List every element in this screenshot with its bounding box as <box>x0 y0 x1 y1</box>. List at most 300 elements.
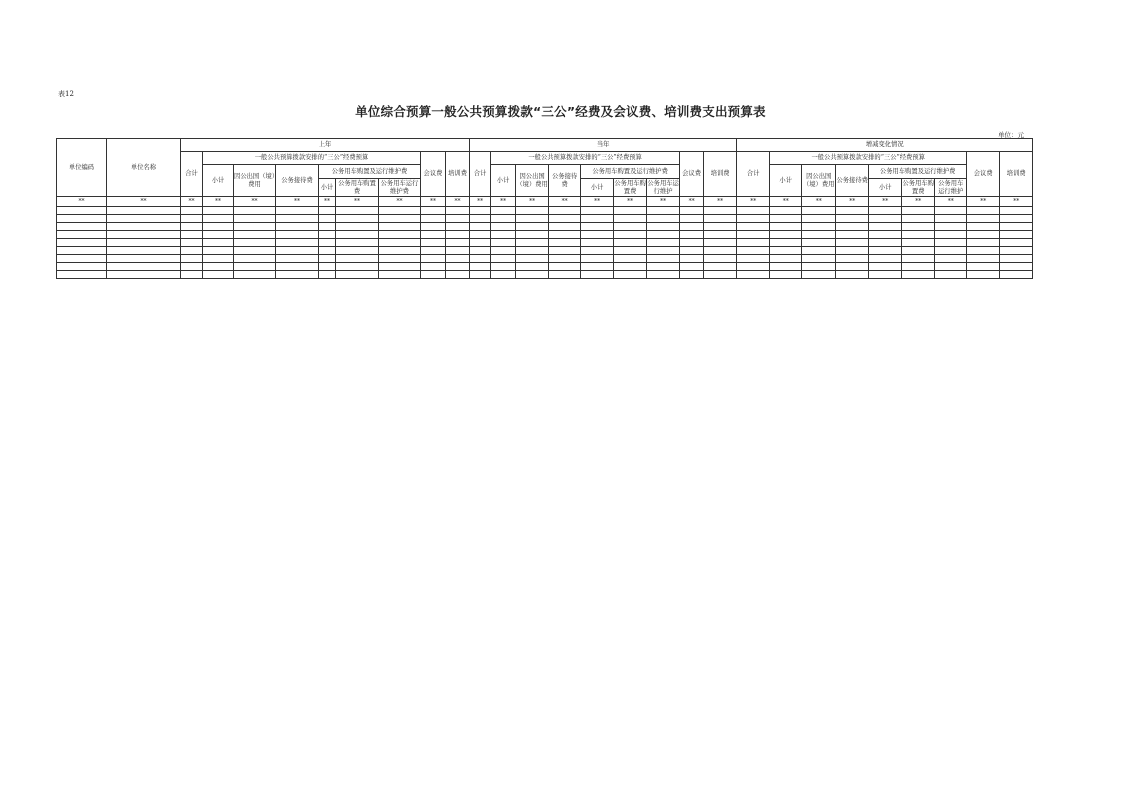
table-cell <box>614 239 647 247</box>
table-cell <box>516 271 549 279</box>
table-cell <box>902 231 935 239</box>
table-cell <box>935 263 967 271</box>
table-cell <box>1000 215 1033 223</box>
table-cell <box>802 271 836 279</box>
table-cell <box>902 239 935 247</box>
table-cell <box>276 207 319 215</box>
table-cell <box>379 271 421 279</box>
placeholder-cell: ** <box>491 197 516 207</box>
table-cell <box>379 239 421 247</box>
table-cell <box>647 263 680 271</box>
table-cell <box>57 223 107 231</box>
table-cell <box>421 255 446 263</box>
placeholder-cell: ** <box>614 197 647 207</box>
table-cell <box>234 207 276 215</box>
table-cell <box>647 215 680 223</box>
table-cell <box>680 255 704 263</box>
table-cell <box>491 231 516 239</box>
table-cell <box>516 255 549 263</box>
table-row <box>57 239 1033 247</box>
header-current-year: 当年 <box>470 139 737 152</box>
table-cell <box>935 215 967 223</box>
table-cell <box>470 207 491 215</box>
table-cell <box>836 247 869 255</box>
header-vehicle-maintenance: 公务用车运行维护费 <box>379 179 421 197</box>
table-cell <box>967 247 1000 255</box>
table-cell <box>869 247 902 255</box>
table-cell <box>516 263 549 271</box>
table-cell <box>107 271 181 279</box>
table-cell <box>491 255 516 263</box>
table-cell <box>802 223 836 231</box>
table-cell <box>181 215 203 223</box>
header-sangong: 一般公共预算拨款安排的“三公”经费预算 <box>203 152 421 165</box>
table-cell <box>549 231 581 239</box>
table-cell <box>336 223 379 231</box>
table-cell <box>770 207 802 215</box>
table-cell <box>770 239 802 247</box>
table-cell <box>203 247 234 255</box>
placeholder-cell: ** <box>1000 197 1033 207</box>
table-cell <box>276 255 319 263</box>
placeholder-cell: ** <box>107 197 181 207</box>
table-cell <box>446 231 470 239</box>
table-cell <box>181 223 203 231</box>
table-cell <box>704 239 737 247</box>
table-cell <box>57 207 107 215</box>
table-cell <box>647 247 680 255</box>
table-cell <box>379 231 421 239</box>
table-cell <box>336 239 379 247</box>
table-row <box>57 207 1033 215</box>
header-vehicle: 公务用车购置及运行维护费 <box>581 165 680 179</box>
table-cell <box>680 223 704 231</box>
table-cell <box>1000 207 1033 215</box>
header-subtotal: 小计 <box>491 165 516 197</box>
table-cell <box>57 255 107 263</box>
table-cell <box>581 223 614 231</box>
table-cell <box>1000 239 1033 247</box>
header-meeting: 会议费 <box>967 152 1000 197</box>
table-cell <box>1000 247 1033 255</box>
table-cell <box>421 239 446 247</box>
placeholder-cell: ** <box>470 197 491 207</box>
table-cell <box>181 239 203 247</box>
table-cell <box>470 255 491 263</box>
placeholder-cell: ** <box>869 197 902 207</box>
table-cell <box>836 215 869 223</box>
table-cell <box>516 239 549 247</box>
table-cell <box>647 255 680 263</box>
placeholder-cell: ** <box>935 197 967 207</box>
table-cell <box>770 255 802 263</box>
table-cell <box>614 223 647 231</box>
table-cell <box>57 215 107 223</box>
table-cell <box>581 263 614 271</box>
table-cell <box>836 255 869 263</box>
table-cell <box>549 207 581 215</box>
table-cell <box>379 215 421 223</box>
table-cell <box>680 231 704 239</box>
table-cell <box>470 223 491 231</box>
table-cell <box>935 247 967 255</box>
table-cell <box>516 215 549 223</box>
table-cell <box>203 239 234 247</box>
table-cell <box>549 239 581 247</box>
table-cell <box>869 207 902 215</box>
table-cell <box>234 271 276 279</box>
table-row <box>57 263 1033 271</box>
table-cell <box>1000 231 1033 239</box>
table-cell <box>276 215 319 223</box>
placeholder-cell: ** <box>446 197 470 207</box>
table-cell <box>704 231 737 239</box>
table-cell <box>614 215 647 223</box>
table-cell <box>902 263 935 271</box>
table-row <box>57 255 1033 263</box>
table-cell <box>802 247 836 255</box>
table-cell <box>446 263 470 271</box>
table-cell <box>802 231 836 239</box>
table-cell <box>107 223 181 231</box>
table-cell <box>770 215 802 223</box>
table-cell <box>737 255 770 263</box>
table-cell <box>234 223 276 231</box>
table-cell <box>421 207 446 215</box>
table-cell <box>647 271 680 279</box>
table-cell <box>336 255 379 263</box>
table-cell <box>181 271 203 279</box>
table-cell <box>935 271 967 279</box>
table-cell <box>319 239 336 247</box>
table-cell <box>902 271 935 279</box>
table-cell <box>203 215 234 223</box>
table-cell <box>869 223 902 231</box>
table-cell <box>869 255 902 263</box>
table-cell <box>491 247 516 255</box>
table-cell <box>935 207 967 215</box>
table-cell <box>446 215 470 223</box>
table-cell <box>869 231 902 239</box>
table-cell <box>107 239 181 247</box>
table-cell <box>491 215 516 223</box>
unit-label: 单位：元 <box>998 131 1024 139</box>
table-cell <box>336 207 379 215</box>
table-cell <box>869 215 902 223</box>
table-cell <box>967 207 1000 215</box>
table-cell <box>836 231 869 239</box>
header-training: 培训费 <box>446 152 470 197</box>
table-cell <box>276 231 319 239</box>
placeholder-cell: ** <box>516 197 549 207</box>
table-cell <box>446 239 470 247</box>
table-cell <box>614 263 647 271</box>
table-cell <box>836 271 869 279</box>
table-cell <box>491 239 516 247</box>
header-vehicle-subtotal: 小计 <box>869 179 902 197</box>
placeholder-cell: ** <box>704 197 737 207</box>
table-cell <box>614 247 647 255</box>
table-cell <box>802 255 836 263</box>
placeholder-cell: ** <box>802 197 836 207</box>
table-cell <box>319 255 336 263</box>
placeholder-cell: ** <box>336 197 379 207</box>
table-cell <box>234 255 276 263</box>
table-cell <box>737 263 770 271</box>
table-cell <box>614 255 647 263</box>
header-reception: 公务接待费 <box>836 165 869 197</box>
header-vehicle-subtotal: 小计 <box>581 179 614 197</box>
header-total: 合计 <box>737 152 770 197</box>
table-cell <box>336 263 379 271</box>
table-cell <box>276 239 319 247</box>
header-reception: 公务接待费 <box>276 165 319 197</box>
table-cell <box>203 231 234 239</box>
table-cell <box>549 263 581 271</box>
placeholder-cell: ** <box>680 197 704 207</box>
table-cell <box>203 271 234 279</box>
table-cell <box>234 239 276 247</box>
table-cell <box>319 271 336 279</box>
table-cell <box>379 247 421 255</box>
table-cell <box>704 223 737 231</box>
header-vehicle-purchase: 公务用车购置费 <box>902 179 934 195</box>
table-cell <box>319 215 336 223</box>
header-meeting: 会议费 <box>421 152 446 197</box>
header-change: 增减变化情况 <box>737 139 1033 152</box>
table-cell <box>704 207 737 215</box>
table-cell <box>470 215 491 223</box>
table-cell <box>1000 255 1033 263</box>
table-cell <box>614 207 647 215</box>
header-abroad: 因公出国（境）费用 <box>516 165 549 197</box>
table-cell <box>57 263 107 271</box>
table-cell <box>107 255 181 263</box>
table-cell <box>902 207 935 215</box>
table-cell <box>967 255 1000 263</box>
table-cell <box>935 255 967 263</box>
header-total: 合计 <box>181 152 203 197</box>
table-cell <box>107 231 181 239</box>
table-cell <box>647 231 680 239</box>
table-cell <box>967 271 1000 279</box>
table-cell <box>549 271 581 279</box>
placeholder-row <box>57 197 1033 207</box>
header-total: 合计 <box>470 152 491 197</box>
placeholder-cell: ** <box>234 197 276 207</box>
table-cell <box>379 255 421 263</box>
header-training: 培训费 <box>704 152 737 197</box>
table-cell <box>770 263 802 271</box>
table-cell <box>581 215 614 223</box>
table-cell <box>319 231 336 239</box>
table-cell <box>379 207 421 215</box>
placeholder-cell: ** <box>581 197 614 207</box>
header-subtotal: 小计 <box>203 165 234 197</box>
table-cell <box>869 239 902 247</box>
table-cell <box>549 255 581 263</box>
table-cell <box>704 255 737 263</box>
table-cell <box>581 239 614 247</box>
table-cell <box>770 247 802 255</box>
table-cell <box>491 207 516 215</box>
table-cell <box>935 231 967 239</box>
table-cell <box>491 223 516 231</box>
table-cell <box>902 223 935 231</box>
table-cell <box>836 223 869 231</box>
table-number: 表12 <box>58 90 74 98</box>
placeholder-cell: ** <box>379 197 421 207</box>
table-cell <box>234 231 276 239</box>
header-vehicle-purchase: 公务用车购置费 <box>336 179 379 197</box>
table-cell <box>549 223 581 231</box>
table-cell <box>319 223 336 231</box>
budget-table <box>56 138 1033 279</box>
table-cell <box>446 271 470 279</box>
table-cell <box>737 239 770 247</box>
table-cell <box>802 239 836 247</box>
table-cell <box>647 207 680 215</box>
table-cell <box>421 263 446 271</box>
header-vehicle: 公务用车购置及运行维护费 <box>869 165 967 179</box>
placeholder-cell: ** <box>421 197 446 207</box>
table-cell <box>276 247 319 255</box>
table-cell <box>336 215 379 223</box>
table-cell <box>57 271 107 279</box>
table-cell <box>704 271 737 279</box>
table-cell <box>516 207 549 215</box>
table-cell <box>902 215 935 223</box>
table-cell <box>680 215 704 223</box>
table-cell <box>181 207 203 215</box>
table-cell <box>516 223 549 231</box>
header-training: 培训费 <box>1000 152 1033 197</box>
table-cell <box>836 207 869 215</box>
table-cell <box>57 231 107 239</box>
placeholder-cell: ** <box>902 197 935 207</box>
table-cell <box>581 247 614 255</box>
table-cell <box>319 247 336 255</box>
page-title: 单位综合预算一般公共预算拨款“三公”经费及会议费、培训费支出预算表 <box>355 104 766 119</box>
table-cell <box>181 231 203 239</box>
table-cell <box>446 223 470 231</box>
table-cell <box>421 271 446 279</box>
placeholder-cell: ** <box>836 197 869 207</box>
table-cell <box>549 215 581 223</box>
table-cell <box>614 231 647 239</box>
table-cell <box>680 239 704 247</box>
table-cell <box>802 207 836 215</box>
table-cell <box>737 231 770 239</box>
table-cell <box>491 271 516 279</box>
table-cell <box>935 223 967 231</box>
table-cell <box>470 263 491 271</box>
placeholder-cell: ** <box>967 197 1000 207</box>
table-cell <box>491 263 516 271</box>
table-cell <box>680 263 704 271</box>
header-meeting: 会议费 <box>680 152 704 197</box>
header-vehicle-maintenance: 公务用车运行维护 <box>935 179 967 197</box>
table-cell <box>107 247 181 255</box>
placeholder-cell: ** <box>647 197 680 207</box>
header-vehicle-subtotal: 小计 <box>319 179 336 197</box>
table-cell <box>516 231 549 239</box>
table-cell <box>276 223 319 231</box>
table-cell <box>935 239 967 247</box>
table-cell <box>379 263 421 271</box>
table-cell <box>967 223 1000 231</box>
table-cell <box>319 207 336 215</box>
table-cell <box>234 247 276 255</box>
table-cell <box>680 247 704 255</box>
table-cell <box>770 271 802 279</box>
table-cell <box>869 263 902 271</box>
table-cell <box>336 247 379 255</box>
table-cell <box>1000 263 1033 271</box>
header-reception: 公务接待费 <box>549 165 581 197</box>
table-cell <box>276 263 319 271</box>
table-cell <box>737 207 770 215</box>
table-cell <box>446 255 470 263</box>
table-cell <box>181 255 203 263</box>
table-cell <box>107 263 181 271</box>
placeholder-cell: ** <box>57 197 107 207</box>
table-cell <box>614 271 647 279</box>
table-cell <box>967 263 1000 271</box>
table-cell <box>181 247 203 255</box>
table-cell <box>647 223 680 231</box>
table-row <box>57 271 1033 279</box>
table-cell <box>680 271 704 279</box>
placeholder-cell: ** <box>203 197 234 207</box>
table-cell <box>203 255 234 263</box>
table-cell <box>967 215 1000 223</box>
header-vehicle: 公务用车购置及运行维护费 <box>319 165 421 179</box>
table-cell <box>549 247 581 255</box>
table-cell <box>1000 271 1033 279</box>
table-cell <box>470 247 491 255</box>
table-cell <box>704 247 737 255</box>
table-row <box>57 231 1033 239</box>
table-cell <box>836 263 869 271</box>
table-cell <box>967 239 1000 247</box>
table-cell <box>581 207 614 215</box>
table-cell <box>57 239 107 247</box>
table-cell <box>704 263 737 271</box>
header-unit-name: 单位名称 <box>107 139 181 197</box>
header-last-year: 上年 <box>181 139 470 152</box>
header-vehicle-purchase: 公务用车购置费 <box>614 179 646 195</box>
table-cell <box>379 223 421 231</box>
table-cell <box>470 239 491 247</box>
table-cell <box>581 271 614 279</box>
table-cell <box>737 215 770 223</box>
table-cell <box>276 271 319 279</box>
table-cell <box>737 271 770 279</box>
table-cell <box>802 263 836 271</box>
table-cell <box>336 231 379 239</box>
table-cell <box>1000 223 1033 231</box>
table-cell <box>581 231 614 239</box>
placeholder-cell: ** <box>181 197 203 207</box>
table-cell <box>421 247 446 255</box>
table-cell <box>234 263 276 271</box>
table-cell <box>902 247 935 255</box>
table-cell <box>704 215 737 223</box>
table-cell <box>680 207 704 215</box>
table-cell <box>770 223 802 231</box>
table-cell <box>737 247 770 255</box>
